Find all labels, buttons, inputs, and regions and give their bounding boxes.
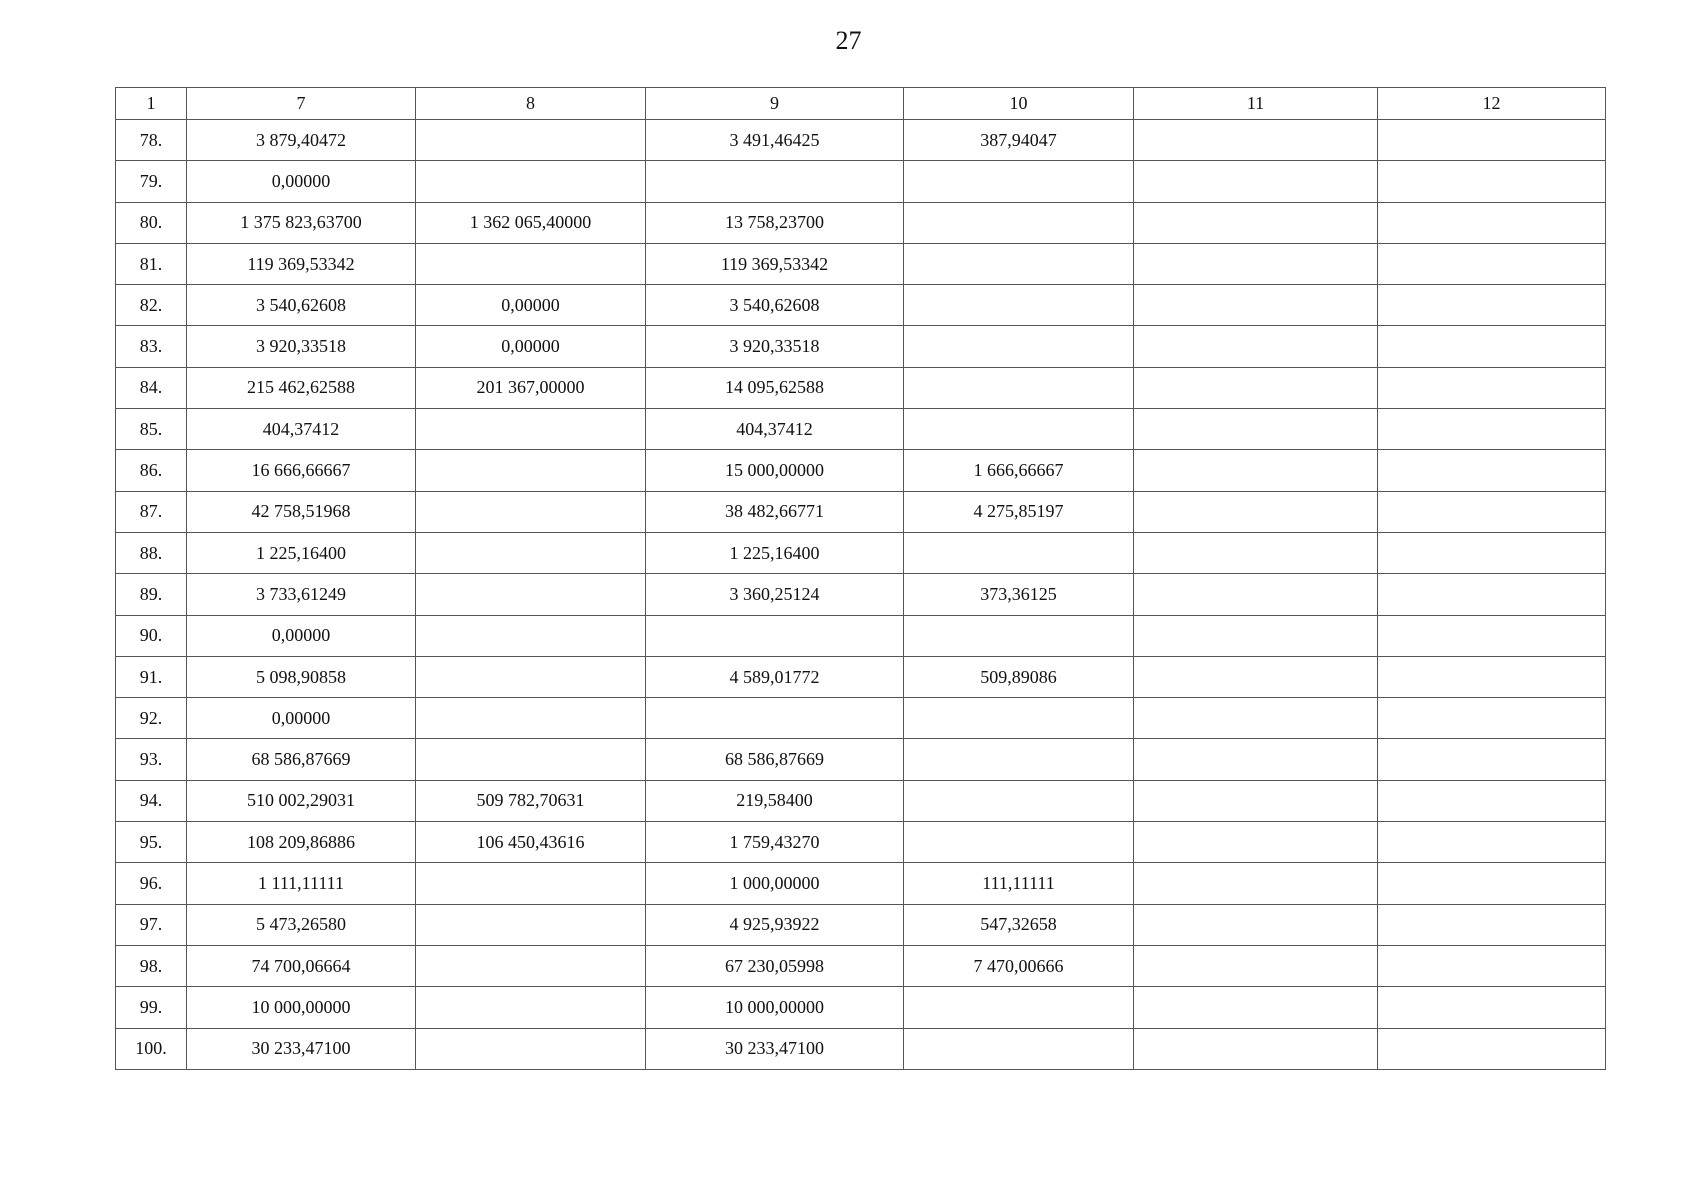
table-cell: [1134, 326, 1378, 367]
table-cell: [904, 1028, 1134, 1069]
column-header: 10: [904, 88, 1134, 120]
column-header: 9: [646, 88, 904, 120]
table-row: [116, 450, 1606, 491]
table-cell: [1134, 822, 1378, 863]
table-cell: 67 230,05998: [646, 945, 904, 986]
table-cell: [416, 698, 646, 739]
table-row: [116, 780, 1606, 821]
row-number-cell: 93.: [116, 739, 187, 780]
table-row: [116, 822, 1606, 863]
table-cell: [1134, 491, 1378, 532]
table-cell: 509,89086: [904, 656, 1134, 697]
row-number-cell: 78.: [116, 120, 187, 161]
table-row: [116, 656, 1606, 697]
table-cell: [1134, 987, 1378, 1028]
row-number-cell: 82.: [116, 285, 187, 326]
table-row: [116, 120, 1606, 161]
table-cell: [1378, 1028, 1606, 1069]
table-cell: [1378, 698, 1606, 739]
row-number-cell: 79.: [116, 161, 187, 202]
table-cell: 404,37412: [187, 409, 416, 450]
page-number: 27: [835, 26, 862, 55]
table-cell: [416, 945, 646, 986]
table-cell: [1378, 409, 1606, 450]
table-cell: [416, 739, 646, 780]
table-cell: [416, 409, 646, 450]
table-cell: [904, 532, 1134, 573]
row-number-cell: 86.: [116, 450, 187, 491]
table-cell: [1134, 945, 1378, 986]
table-cell: [1378, 780, 1606, 821]
table-cell: [1378, 987, 1606, 1028]
table-cell: [904, 615, 1134, 656]
table-cell: [416, 161, 646, 202]
table-cell: 4 925,93922: [646, 904, 904, 945]
table-cell: [1134, 904, 1378, 945]
table-cell: 7 470,00666: [904, 945, 1134, 986]
table-cell: [416, 863, 646, 904]
table-cell: 201 367,00000: [416, 367, 646, 408]
table-cell: 30 233,47100: [646, 1028, 904, 1069]
table-cell: [1134, 1028, 1378, 1069]
table-cell: 3 491,46425: [646, 120, 904, 161]
table-cell: [416, 532, 646, 573]
table-cell: 0,00000: [187, 698, 416, 739]
table-cell: 106 450,43616: [416, 822, 646, 863]
table-cell: 119 369,53342: [646, 243, 904, 284]
row-number-cell: 98.: [116, 945, 187, 986]
header-row: [116, 88, 1606, 120]
table-body: [116, 120, 1606, 1070]
table-cell: [416, 1028, 646, 1069]
table-row: [116, 409, 1606, 450]
table-cell: [1378, 574, 1606, 615]
row-number-cell: 94.: [116, 780, 187, 821]
table-cell: 74 700,06664: [187, 945, 416, 986]
table-cell: 42 758,51968: [187, 491, 416, 532]
table-cell: 1 666,66667: [904, 450, 1134, 491]
table-cell: [416, 450, 646, 491]
table-cell: [1378, 863, 1606, 904]
table-cell: 1 362 065,40000: [416, 202, 646, 243]
table-cell: 15 000,00000: [646, 450, 904, 491]
row-number-cell: 97.: [116, 904, 187, 945]
table-row: [116, 945, 1606, 986]
row-number-cell: 89.: [116, 574, 187, 615]
table-cell: [1378, 739, 1606, 780]
table-cell: [1378, 904, 1606, 945]
column-header: 11: [1134, 88, 1378, 120]
table-row: [116, 698, 1606, 739]
table-row: [116, 491, 1606, 532]
table-cell: [904, 243, 1134, 284]
table-row: [116, 161, 1606, 202]
table-cell: [416, 987, 646, 1028]
row-number-cell: 84.: [116, 367, 187, 408]
row-number-cell: 91.: [116, 656, 187, 697]
table-cell: [904, 780, 1134, 821]
column-header: 7: [187, 88, 416, 120]
table-cell: [904, 367, 1134, 408]
table-cell: 404,37412: [646, 409, 904, 450]
table-cell: [904, 285, 1134, 326]
row-number-cell: 88.: [116, 532, 187, 573]
table-cell: 0,00000: [187, 161, 416, 202]
table-cell: 1 000,00000: [646, 863, 904, 904]
column-header: 1: [116, 88, 187, 120]
table-cell: 1 225,16400: [646, 532, 904, 573]
table-cell: 10 000,00000: [187, 987, 416, 1028]
table-cell: [1134, 863, 1378, 904]
table-cell: 16 666,66667: [187, 450, 416, 491]
table-row: [116, 326, 1606, 367]
table-cell: 10 000,00000: [646, 987, 904, 1028]
table-cell: 3 360,25124: [646, 574, 904, 615]
table-cell: 68 586,87669: [646, 739, 904, 780]
table-cell: [1134, 450, 1378, 491]
table-cell: [1134, 243, 1378, 284]
table-cell: [1134, 120, 1378, 161]
table-cell: 3 879,40472: [187, 120, 416, 161]
table-row: [116, 739, 1606, 780]
table-cell: [416, 243, 646, 284]
table-cell: [1378, 161, 1606, 202]
table-cell: [1378, 532, 1606, 573]
table-cell: [1134, 202, 1378, 243]
row-number-cell: 95.: [116, 822, 187, 863]
table-cell: 5 473,26580: [187, 904, 416, 945]
table-cell: [1378, 450, 1606, 491]
table-cell: 1 111,11111: [187, 863, 416, 904]
table-cell: [1134, 574, 1378, 615]
table-cell: 3 920,33518: [187, 326, 416, 367]
table-cell: 509 782,70631: [416, 780, 646, 821]
table-cell: 14 095,62588: [646, 367, 904, 408]
table-cell: 68 586,87669: [187, 739, 416, 780]
table-cell: [904, 326, 1134, 367]
table-cell: 1 225,16400: [187, 532, 416, 573]
table-cell: [416, 904, 646, 945]
table-cell: 108 209,86886: [187, 822, 416, 863]
table-cell: 4 275,85197: [904, 491, 1134, 532]
data-table: [115, 87, 1606, 1070]
table-cell: [1134, 739, 1378, 780]
row-number-cell: 92.: [116, 698, 187, 739]
table-cell: [904, 822, 1134, 863]
table-cell: 387,94047: [904, 120, 1134, 161]
table-cell: [1378, 243, 1606, 284]
table-row: [116, 202, 1606, 243]
table-cell: [416, 120, 646, 161]
table-cell: 547,32658: [904, 904, 1134, 945]
table-cell: 1 759,43270: [646, 822, 904, 863]
table-cell: [1378, 945, 1606, 986]
row-number-cell: 87.: [116, 491, 187, 532]
table-cell: [904, 739, 1134, 780]
table-cell: [1378, 202, 1606, 243]
table-cell: [1378, 120, 1606, 161]
table-cell: [904, 161, 1134, 202]
table-cell: [416, 574, 646, 615]
table-cell: [1378, 367, 1606, 408]
table-cell: 3 540,62608: [187, 285, 416, 326]
table-cell: 0,00000: [187, 615, 416, 656]
table-cell: 119 369,53342: [187, 243, 416, 284]
column-header: 12: [1378, 88, 1606, 120]
table-row: [116, 904, 1606, 945]
column-header: 8: [416, 88, 646, 120]
table-row: [116, 863, 1606, 904]
table-cell: 3 540,62608: [646, 285, 904, 326]
table-cell: [1134, 285, 1378, 326]
table-cell: 4 589,01772: [646, 656, 904, 697]
row-number-cell: 85.: [116, 409, 187, 450]
table-cell: [416, 615, 646, 656]
table-cell: 30 233,47100: [187, 1028, 416, 1069]
table-cell: 373,36125: [904, 574, 1134, 615]
table-cell: 3 920,33518: [646, 326, 904, 367]
table-cell: [646, 615, 904, 656]
table-cell: [646, 698, 904, 739]
table-cell: [1134, 532, 1378, 573]
table-cell: [1134, 367, 1378, 408]
table-cell: 1 375 823,63700: [187, 202, 416, 243]
table-row: [116, 532, 1606, 573]
table-cell: [904, 987, 1134, 1028]
table-cell: 510 002,29031: [187, 780, 416, 821]
table-row: [116, 367, 1606, 408]
table-cell: [416, 656, 646, 697]
table-cell: 13 758,23700: [646, 202, 904, 243]
table-cell: [904, 202, 1134, 243]
table-cell: 38 482,66771: [646, 491, 904, 532]
table-row: [116, 285, 1606, 326]
table-row: [116, 574, 1606, 615]
table-cell: [1378, 491, 1606, 532]
table-row: [116, 615, 1606, 656]
row-number-cell: 100.: [116, 1028, 187, 1069]
table-cell: [1134, 698, 1378, 739]
table-cell: [1134, 161, 1378, 202]
table-cell: 0,00000: [416, 326, 646, 367]
table-cell: [646, 161, 904, 202]
table-cell: [1378, 285, 1606, 326]
table-cell: [1134, 656, 1378, 697]
row-number-cell: 80.: [116, 202, 187, 243]
row-number-cell: 81.: [116, 243, 187, 284]
row-number-cell: 99.: [116, 987, 187, 1028]
table-cell: [1134, 409, 1378, 450]
table-cell: [1378, 822, 1606, 863]
table-cell: 111,11111: [904, 863, 1134, 904]
table-cell: [1378, 615, 1606, 656]
table-cell: 5 098,90858: [187, 656, 416, 697]
table-cell: [1378, 656, 1606, 697]
row-number-cell: 83.: [116, 326, 187, 367]
table-row: [116, 1028, 1606, 1069]
table-cell: [904, 409, 1134, 450]
table-row: [116, 987, 1606, 1028]
table-cell: [1134, 780, 1378, 821]
table-cell: 0,00000: [416, 285, 646, 326]
table-row: [116, 243, 1606, 284]
row-number-cell: 96.: [116, 863, 187, 904]
table-cell: [416, 491, 646, 532]
table-cell: 3 733,61249: [187, 574, 416, 615]
table-cell: 215 462,62588: [187, 367, 416, 408]
table-cell: [1378, 326, 1606, 367]
table-cell: 219,58400: [646, 780, 904, 821]
table-cell: [1134, 615, 1378, 656]
table-cell: [904, 698, 1134, 739]
row-number-cell: 90.: [116, 615, 187, 656]
